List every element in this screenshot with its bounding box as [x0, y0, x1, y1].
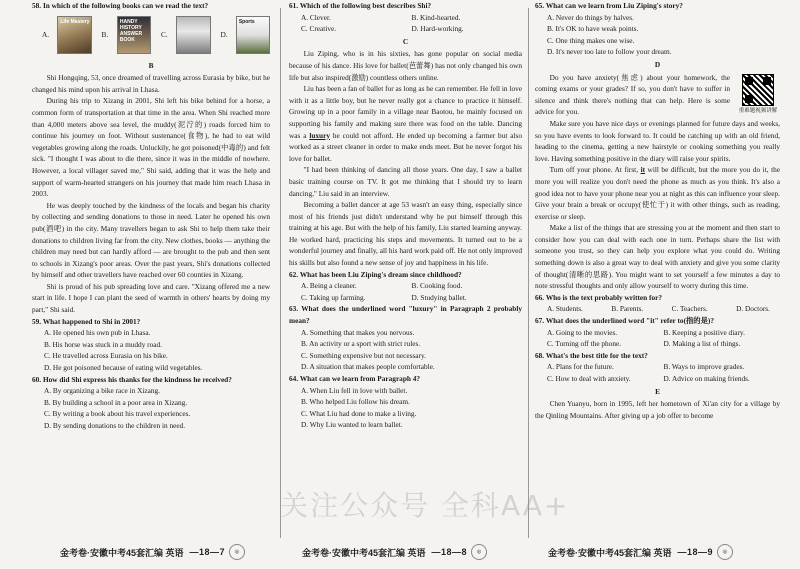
page-number: —18—7 [189, 547, 226, 557]
question-62: 62. What has been Liu Ziping's dream since childhood? [289, 269, 462, 279]
option-label: A. [42, 29, 50, 39]
column-1 [32, 0, 270, 540]
answer-option: B. An activity or a sport with strict rules. [301, 339, 421, 349]
answer-option: B. Ways to improve grades. [663, 362, 745, 372]
qr-code-icon[interactable] [742, 74, 774, 106]
answer-option: D. Doctors. [736, 304, 770, 314]
passage-paragraph: "I had been thinking of dancing all those years. One day, I saw a ballet basic training course on TV. It got me thinking that I should try to learn dancing," Liu said in an interview. [289, 165, 522, 198]
passage-paragraph: Becoming a ballet dancer at age 53 wasn't an easy thing, especially since most of his friends just didn't understand why he put himself through this training at his age. But with the help of his family, Liu started learning anyway. He worked hard, practicing his steps and movements. It turned out to be a wonderful journey and finally, all his hard work paid off. He not only improved his skills but also found a new sense of joy and happiness in his life. [289, 200, 522, 268]
logo-icon: ◎ [471, 544, 487, 560]
question-63: 63. What does the underlined word "luxury" in Paragraph 2 probably mean? [289, 304, 522, 326]
question-67: 67. What does the underlined word "it" refer to(指的是)? [535, 316, 714, 326]
page-number: —18—9 [677, 547, 714, 557]
answer-option: B. Parents. [611, 304, 644, 314]
answer-option: A. Going to the movies. [547, 327, 618, 337]
answer-option: C. Creative. [301, 24, 337, 34]
footer-label: 金考卷·安徽中考45套汇编 英语 [60, 547, 184, 558]
answer-option: A. He opened his own pub in Lhasa. [44, 328, 151, 338]
logo-icon: ◎ [229, 544, 245, 560]
passage-paragraph: Make sure you have nice days or evenings planned for future days and weeks, so you have events to look forward to. It could be catching up with an old friend, heading to the cinema, getting a new hairstyle or cooking something you really love. Having something positive in the diary will raise your spirits. [535, 118, 780, 163]
qr-caption: 重难题视频讲解 [738, 107, 778, 114]
answer-option: C. One thing makes one wise. [547, 35, 635, 45]
passage-paragraph: Liu Ziping, who is in his sixties, has gone popular on social media because of his dance. His love for ballet(芭蕾舞) has not only changed his own life but also inspired(激励) countless others online. [289, 49, 522, 82]
answer-option: C. Taking up farming. [301, 292, 366, 302]
passage-paragraph: Make a list of the things that are stressing you at the moment and then start to consider how you can deal with each one in turn. Perhaps share the list with someone you trust, so they can help you explore what you could do. Writing something down is also a great way to deal with anxiety and give you some clarity of thought(清晰的思路). You might want to set yourself a few minutes a day to note stressful thoughts and only allow yourself to worry during this time. [535, 223, 780, 291]
answer-option: B. Cooking food. [411, 281, 463, 291]
underlined-word: luxury [309, 130, 330, 140]
answer-option: B. Who helped Liu follow his dream. [301, 397, 410, 407]
book-cover-image: Life Mastery [57, 16, 91, 54]
answer-option: C. Something expensive but not necessary. [301, 350, 426, 360]
underlined-word: it [640, 165, 646, 175]
question-59: 59. What happened to Shi in 2001? [32, 316, 141, 326]
page-footer [302, 541, 487, 563]
logo-icon: ◎ [717, 544, 733, 560]
section-heading: E [655, 386, 660, 396]
answer-option: B. By building a school in a poor area in Xizang. [44, 397, 188, 407]
passage-paragraph: Shi is proud of his pub spreading love and care. "Xizang offered me a new start in life. I hope I can plant the seed of warmth in others' hearts by doing my part," Shi said. [32, 281, 270, 315]
column-divider [280, 8, 281, 538]
answer-option: B. It's OK to have weak points. [547, 24, 639, 34]
answer-option: D. Why Liu wanted to learn ballet. [301, 420, 403, 430]
passage-paragraph: Turn off your phone. At first, it will be difficult, but the more you do it, the more you will realize you don't need the phone as much as you think. It's also a good idea not to have your phone near you at night as this can influence your sleep. Give your brain a break or occupy(使忙于) it with other things, such as reading, exercise or sleep. [535, 165, 780, 221]
section-heading: B [148, 60, 154, 70]
option-label: D. [220, 29, 228, 39]
answer-option: B. Kind-hearted. [411, 12, 461, 22]
book-cover-image: Sports [236, 16, 270, 54]
answer-option: A. By organizing a bike race in Xizang. [44, 386, 160, 396]
passage-paragraph: During his trip to Xizang in 2001, Shi left his bike behind for a horse, a common form of transportation at that time in the area. When Shi reached more than 4,000 meters above sea level, the muddy(泥泞的) roads forced him to continue his journey on foot. Without sustenance(食物), he had to eat wild vegetables growing along the roads. Unluckily, he got poisoned(中毒的) and felt sick. "I thought I was about to die there, since it was in the middle of nowhere. However, a local villager saved me," Shi said, adding that it was the help and support of warm-hearted strangers on his journey that made him reach Lhasa in 2003. [32, 96, 270, 199]
passage-paragraph: He was deeply touched by the kindness of the locals and began his charity by collecting and sending donations to those in need. Later he opened his own pub(酒吧) in the city. Many travellers began to ask Shi to help them take their donations to children living far from the city. New clothes, books — anything the children may need but can hardly afford — are brought to the pub and then sent to schools in Xizang's poor areas. Over the past years, Shi's donations collected by himself and other travellers have reached over 60 counties in Xizang. [32, 200, 270, 280]
answer-option: C. What Liu had done to make a living. [301, 408, 417, 418]
page-number: —18—8 [431, 547, 468, 557]
answer-option: B. His horse was stuck in a muddy road. [44, 339, 162, 349]
answer-options [289, 12, 522, 35]
question-60: 60. How did Shi express his thanks for the kindness he received? [32, 374, 232, 384]
question-58: 58. In which of the following books can we read the text? [32, 1, 209, 10]
answer-option: B. Keeping a positive diary. [663, 327, 745, 337]
page-footer [548, 541, 733, 563]
answer-options [289, 280, 522, 303]
answer-option: D. He got poisoned because of eating wild vegetables. [44, 363, 203, 373]
answer-option: C. Teachers. [671, 304, 708, 314]
answer-option: A. When Liu fell in love with ballet. [301, 385, 408, 395]
answer-options [535, 327, 780, 350]
question-66: 66. Who is the text probably written for? [535, 292, 663, 302]
answer-option: A. Never do things by halves. [547, 12, 634, 22]
question-64: 64. What can we learn from Paragraph 4? [289, 374, 421, 383]
footer-label: 金考卷·安徽中考45套汇编 英语 [548, 547, 672, 558]
section-heading: D [654, 59, 661, 69]
answer-option: C. How to deal with anxiety. [547, 374, 631, 383]
answer-option: D. Studying ballet. [411, 292, 467, 302]
answer-option: C. By writing a book about his travel experiences. [44, 409, 191, 419]
option-label: C. [161, 29, 168, 39]
answer-option: D. Hard-working. [411, 24, 464, 34]
passage-paragraph: Do you have anxiety(焦虑) about your homework, the coming exams or your grades? If so, you don't have to suffer in silence and think there's nothing that can help. Here is some advice for you. [535, 72, 730, 117]
qr-code[interactable] [736, 74, 780, 115]
book-cover-image [176, 16, 210, 54]
question-61: 61. Which of the following best describes Shi? [289, 1, 432, 10]
answer-option: D. By sending donations to the children in need. [44, 421, 186, 430]
page-footer [60, 541, 245, 563]
answer-option: C. Turning off the phone. [547, 339, 622, 349]
footer-label: 金考卷·安徽中考45套汇编 英语 [302, 547, 426, 558]
answer-option: A. Students. [547, 304, 583, 314]
watermark: 关注公众号 全科AA+ [280, 489, 570, 522]
option-label: B. [101, 29, 109, 39]
passage-paragraph: Liu has been a fan of ballet for as long as he can remember. He fell in love with it as a little boy, but he never really got a chance to practice it himself. Growing up in a poor family in a village near Baotou, he mainly focused on supporting his family and making sure there was food on the table. Dancing was a luxury he could not afford. He ended up becoming a farmer but also worked as a street cleaner in order to make ends meet. But he never forgot his love for ballet. [289, 84, 522, 163]
book-options [42, 16, 270, 54]
book-cover-image: HANDY HISTORY ANSWER BOOK [117, 16, 151, 54]
question-68: 68. What's the best title for the text? [535, 350, 648, 360]
column-divider [528, 8, 529, 538]
answer-options [535, 361, 780, 384]
question-65: 65. What can we learn from Liu Ziping's story? [535, 1, 683, 10]
answer-option: D. Making a list of things. [663, 339, 741, 349]
answer-option: A. Plans for the future. [547, 362, 614, 372]
answer-option: A. Clever. [301, 12, 331, 22]
column-3 [535, 0, 780, 540]
answer-options [535, 303, 780, 315]
answer-option: C. He travelled across Eurasia on his bike. [44, 351, 168, 361]
answer-option: D. A situation that makes people comfortable. [301, 362, 435, 372]
answer-option: A. Something that makes you nervous. [301, 327, 415, 337]
passage-paragraph: Shi Hongqing, 53, once dreamed of travelling across Eurasia by bike, but he changed his mind upon his arrival in Lhasa. [32, 73, 270, 94]
passage-paragraph: Chen Yuanyu, born in 1995, left her hometown of Xi'an city for a village by the Qinling Mountains. After giving up a job offer to become [535, 399, 780, 420]
section-heading: C [402, 36, 409, 46]
answer-option: A. Being a cleaner. [301, 281, 357, 291]
answer-option: D. It's never too late to follow your dream. [547, 47, 672, 57]
answer-option: D. Advice on making friends. [663, 374, 750, 383]
column-2 [289, 0, 522, 540]
